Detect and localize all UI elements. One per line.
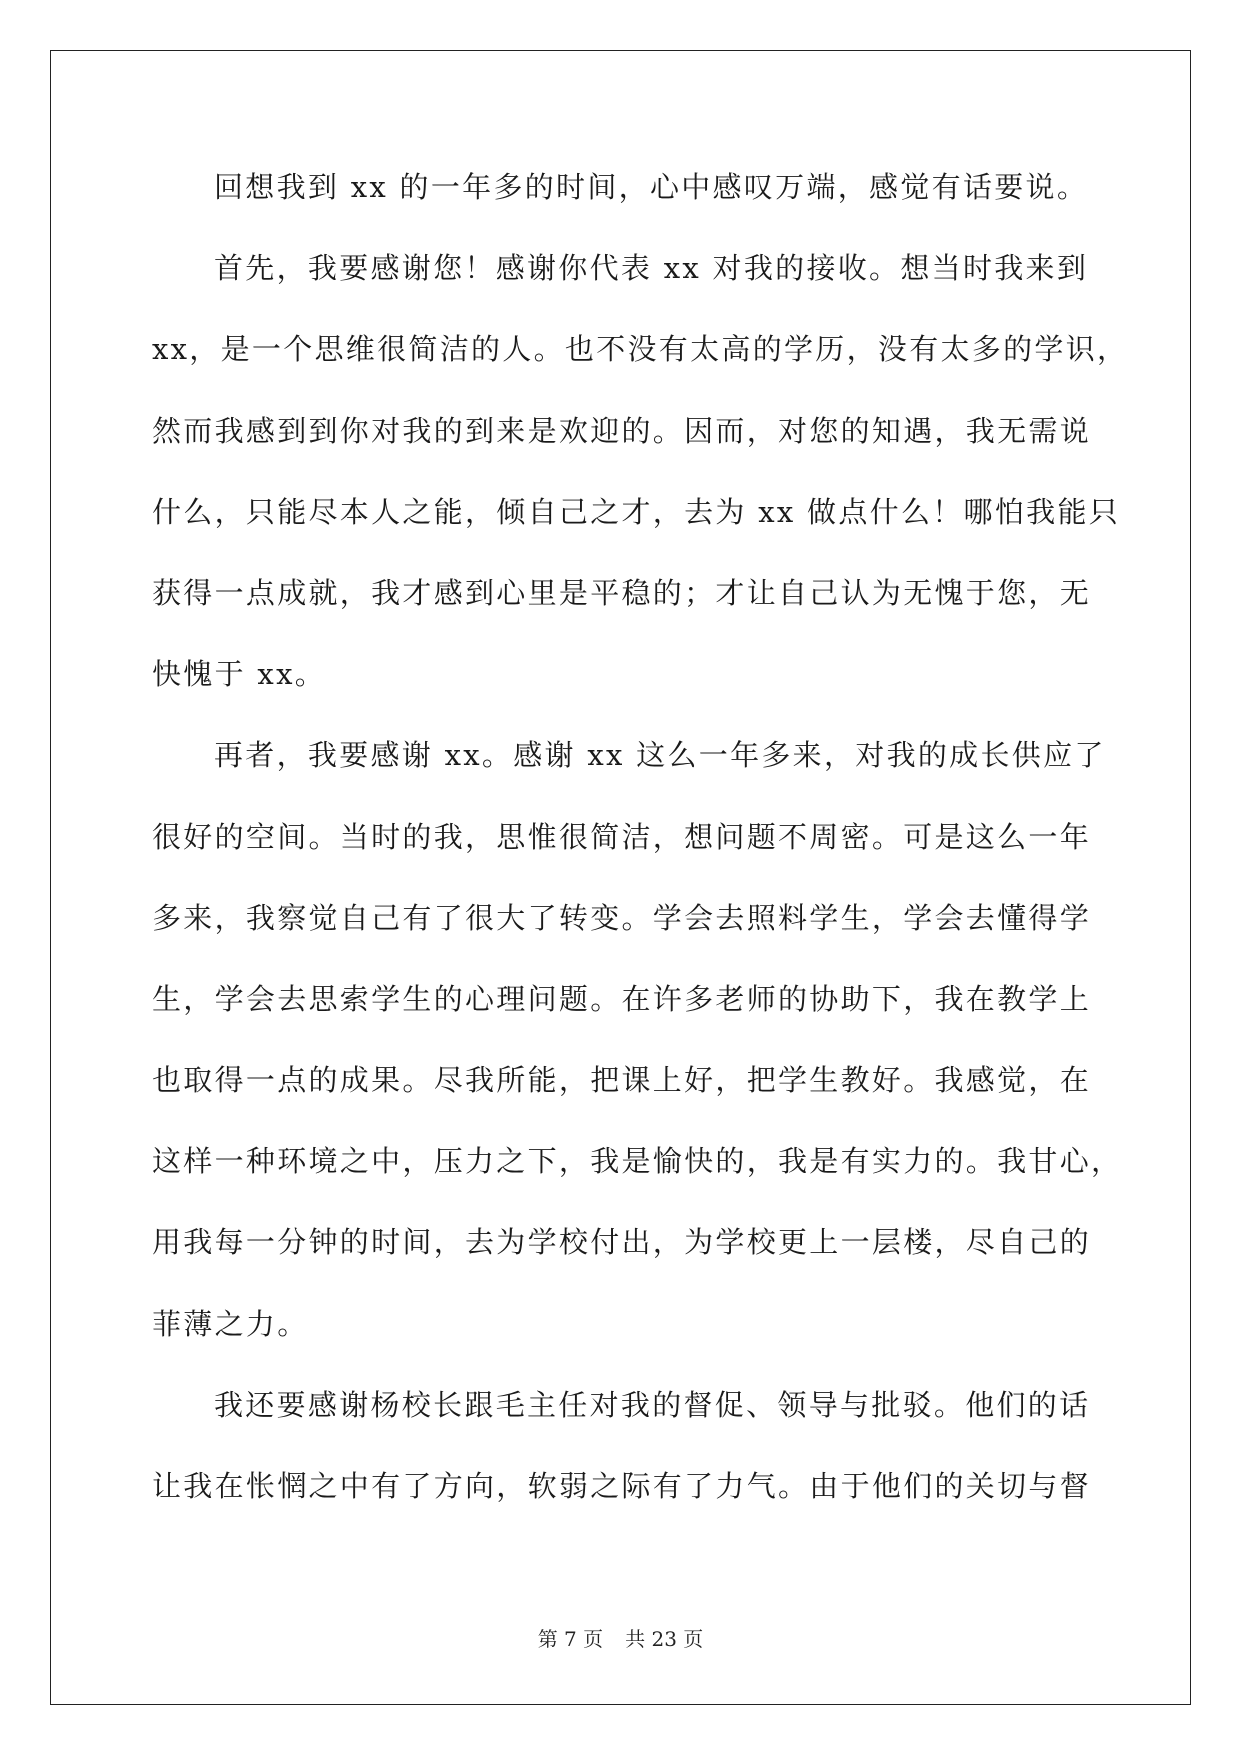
text-line: 再者，我要感谢 xx。感谢 xx 这么一年多来，对我的成长供应了 (214, 738, 1106, 773)
page-footer (0, 1623, 1241, 1652)
text-line: 多来，我察觉自己有了很大了转变。学会去照料学生，学会去懂得学 (152, 900, 1092, 935)
text-line: 让我在怅惘之中有了方向，软弱之际有了力气。由于他们的关切与督 (152, 1469, 1092, 1503)
text-line: 首先，我要感谢您！感谢你代表 xx 对我的接收。想当时我来到 (214, 251, 1089, 286)
text-line: 我还要感谢杨校长跟毛主任对我的督促、领导与批驳。他们的话 (214, 1387, 1091, 1422)
text-line: 这样一种环境之中，压力之下，我是愉快的，我是有实力的。我甘心， (152, 1144, 1123, 1179)
text-line: 回想我到 xx 的一年多的时间，心中感叹万端，感觉有话要说。 (214, 170, 1089, 204)
text-line: 用我每一分钟的时间，去为学校付出，为学校更上一层楼，尽自己的 (152, 1225, 1092, 1260)
text-line: 生，学会去思索学生的心理问题。在许多老师的协助下，我在教学上 (152, 981, 1092, 1016)
text-line: 菲薄之力。 (152, 1306, 309, 1341)
text-line: 什么，只能尽本人之能，倾自己之才，去为 xx 做点什么！哪怕我能只 (152, 494, 1121, 529)
page-total: 共 23 页 (625, 1627, 704, 1651)
text-line: 获得一点成就，我才感到心里是平稳的；才让自己认为无愧于您，无 (152, 575, 1092, 610)
text-line: 快愧于 xx。 (152, 657, 327, 692)
text-line: 很好的空间。当时的我，思惟很简洁，想问题不周密。可是这么一年 (152, 819, 1092, 854)
page-number: 第 7 页 (537, 1627, 604, 1651)
text-line: 也取得一点的成果。尽我所能，把课上好，把学生教好。我感觉，在 (152, 1063, 1092, 1098)
document-body (152, 160, 1129, 1540)
text-line: xx，是一个思维很简洁的人。也不没有太高的学历，没有太多的学识， (152, 332, 1129, 367)
text-line: 然而我感到到你对我的到来是欢迎的。因而，对您的知遇，我无需说 (152, 413, 1092, 448)
